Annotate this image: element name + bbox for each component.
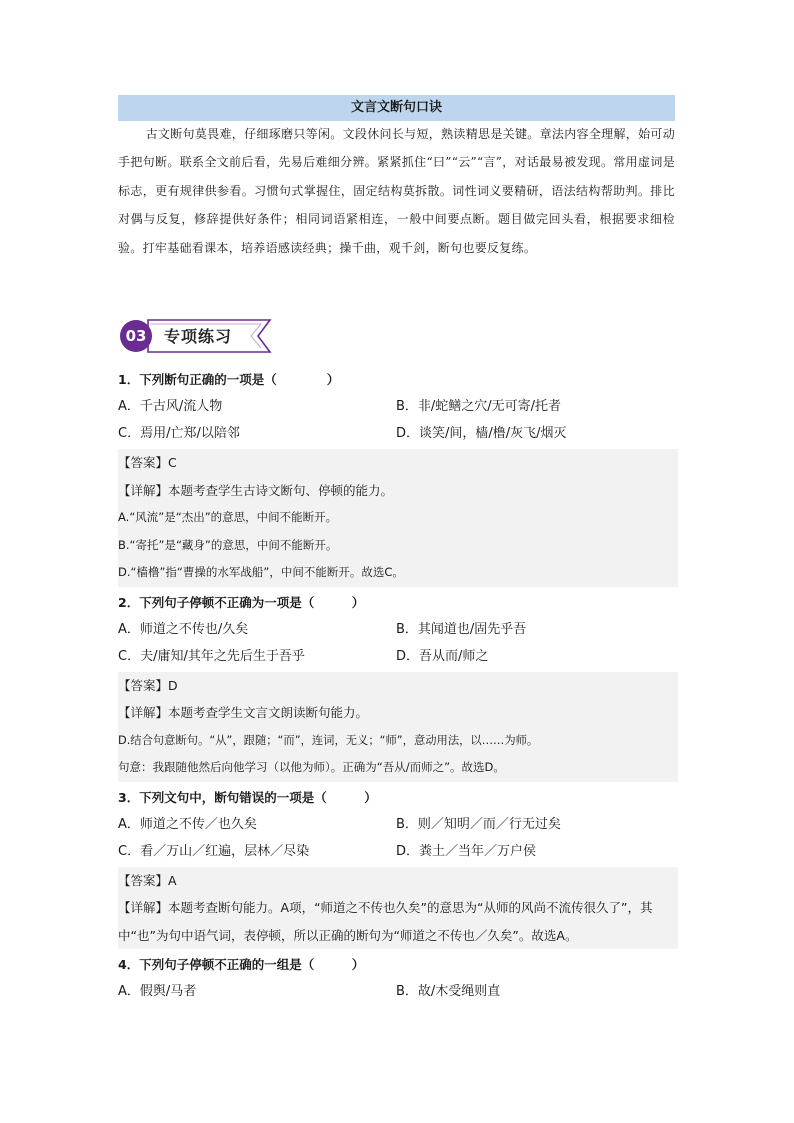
mnemonic-title: 文言文断句口诀 [118,95,675,121]
option-d: D．吾从而/师之 [396,648,489,664]
question-stem: 4．下列句子停顿不正确的一组是（ ） [118,957,365,972]
mnemonic-body: 古文断句莫畏难，仔细琢磨只等闲。文段休问长与短，熟读精思是关键。章法内容全理解，始可动手把句断。联系全文前后看，先易后难细分辨。紧紧抓住“曰”“云”“言”，对话最易被发现。常用虚词是标志，更有规律供参看。习惯句式掌握住，固定结构莫拆散。词性词义要精研，语法结构帮助判。排比对偶与反复，修辞提供好条件；相同词语紧相连，一般中间要点断。题目做完回头看，根据要求细检验。打牢基础看课本，培养语感读经典；操千曲，观千剑，断句也要反复练。 [118,127,675,255]
option-c: C．夫/庸知/其年之先后生于吾乎 [118,648,305,664]
detail-text: 本题考查学生文言文朗读断句能力。 [168,705,369,720]
answer: 【答案】D [118,677,178,693]
option-d: D．谈笑/间，樯/橹/灰飞/烟灭 [396,426,567,441]
answer-block [118,867,678,950]
option-d: D．粪土／当年／万户侯 [396,843,537,859]
detail-text: 本题考查学生古诗文断句、停顿的能力。 [168,482,394,498]
option-a: A．假舆/马者 [118,984,197,999]
option-a: A．千古风/流人物 [118,399,223,414]
option-a: A．师道之不传也/久矣 [118,621,249,637]
question-stem: 3．下列文句中，断句错误的一项是（ ） [118,789,377,805]
option-b: B．非/蛇鳝之穴/无可寄/托者 [396,399,562,414]
detail-paragraph [118,894,678,949]
option-grid [118,811,678,865]
answer: 【答案】A [118,872,177,888]
detail-line: D.结合句意断句。“从”，跟随；“而”，连词，无义；“师”，意动用法，以……为师。 [118,733,539,747]
detail-tag: 【详解】 [118,900,169,915]
option-b: B．故/木受绳则直 [396,984,501,999]
exercise-list [118,366,678,1005]
detail-line: 句意：我跟随他然后向他学习（以他为师）。正确为“吾从/而师之”。故选D。 [118,760,505,774]
option-grid [118,393,678,447]
section-number: 03 [125,327,147,345]
section-title: 专项练习 [164,327,233,346]
detail-tag: 【详解】 [118,482,169,498]
answer: 【答案】C [118,455,177,470]
detail-line [118,699,678,727]
detail-tag: 【详解】 [118,705,169,720]
section-header [120,316,280,360]
answer-block [118,449,678,587]
detail-text: 本题考查断句能力。A项，“师道之不传也久矣”的意思为“从师的风尚不流传很久了”，其中“也”为句中语气词，表停顿，所以正确的断句为“师道之不传也／久矣”。故选A。 [118,900,653,943]
detail-line: D.“樯橹”指“曹操的水军战船”，中间不能断开。故选C。 [118,565,404,579]
option-b: B．其闻道也/固先乎吾 [396,621,527,637]
option-grid [118,978,678,1005]
option-grid [118,616,678,670]
question-stem: 2．下列句子停顿不正确为一项是（ ） [118,594,365,610]
detail-line: A.“风流”是“杰出”的意思，中间不能断开。 [118,510,338,524]
detail-line [118,477,678,505]
question-stem: 1．下列断句正确的一项是（ ） [118,372,340,387]
option-b: B．则／知明／而／行无过矣 [396,816,561,832]
option-c: C．看／万山／红遍，层林／尽染 [118,843,310,859]
option-a: A．师道之不传／也久矣 [118,816,257,832]
detail-line: B.“寄托”是“藏身”的意思，中间不能断开。 [118,537,338,552]
option-c: C．焉用/亡郑/以陪邻 [118,426,240,441]
answer-block [118,672,678,782]
